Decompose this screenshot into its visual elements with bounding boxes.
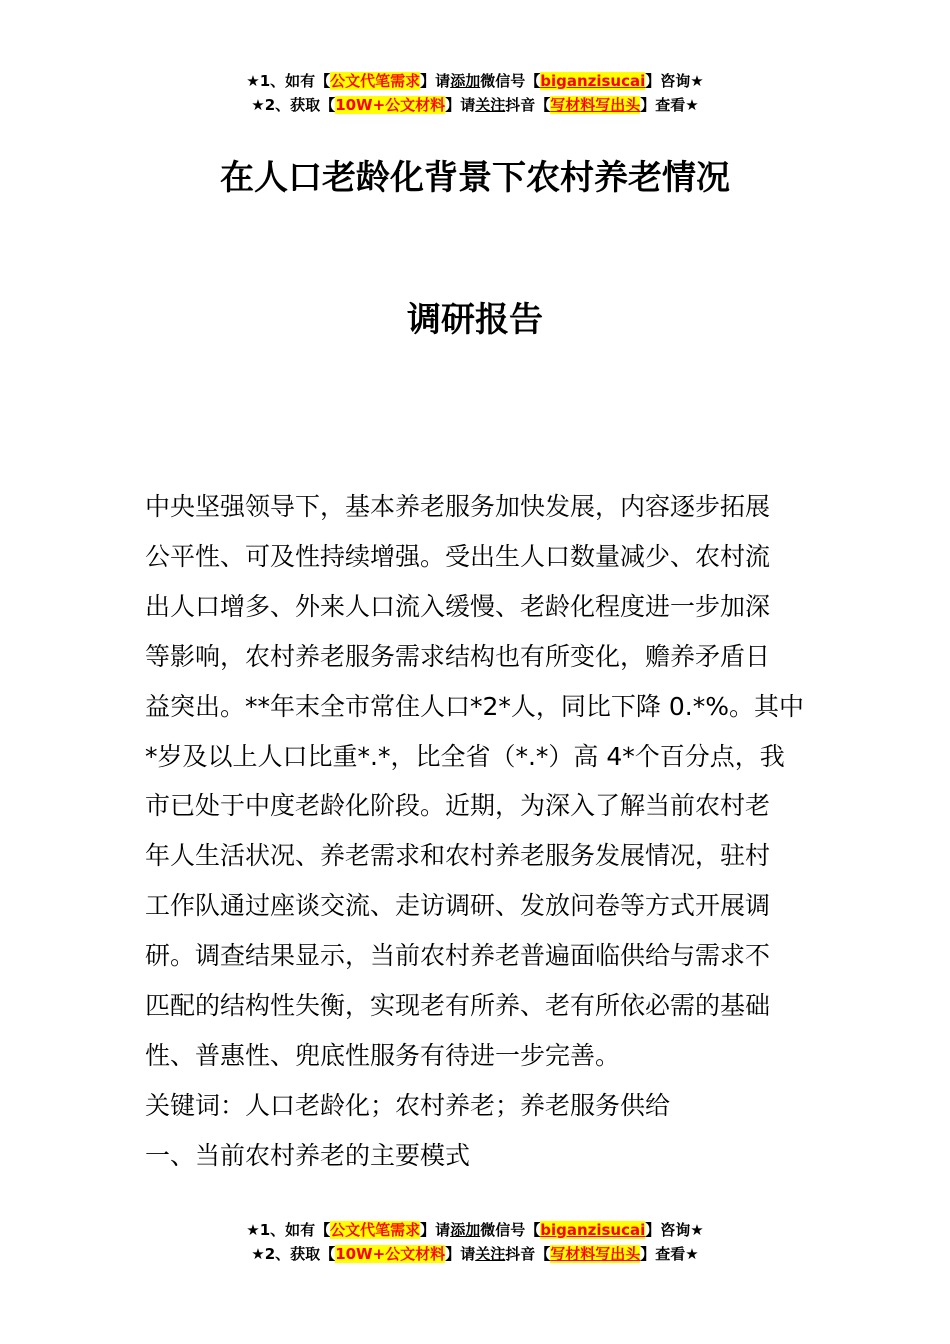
- body-line: 研。调查结果显示，当前农村养老普遍面临供给与需求不: [145, 941, 771, 971]
- body-line: 中央坚强领导下，基本养老服务加快发展，内容逐步拓展: [145, 492, 771, 521]
- promo-douyin-id: 写材料写出头: [550, 96, 641, 114]
- body-line: 出人口增多、外来人口流入缓慢、老龄化程度进一步加深: [145, 591, 771, 621]
- promo-text: 微信号【: [480, 1221, 541, 1239]
- promo-text: 】咨询★: [645, 72, 704, 90]
- promo-text: 】查看★: [640, 96, 699, 114]
- promo-line-1: [0, 1218, 950, 1242]
- promo-wechat-id: biganzisucai: [540, 1221, 646, 1239]
- promo-banner-top: [0, 69, 950, 117]
- promo-douyin-id: 写材料写出头: [550, 1245, 641, 1263]
- promo-highlight: 10W+公文材料: [335, 96, 446, 114]
- keywords-line: 关键词：人口老龄化；农村养老；养老服务供给: [145, 1090, 671, 1120]
- section-heading: 一、当前农村养老的主要模式: [145, 1140, 471, 1170]
- document-body: [145, 482, 825, 1181]
- promo-text: 抖音【: [505, 96, 551, 114]
- promo-text: 】请: [445, 96, 476, 114]
- body-line: 等影响，农村养老服务需求结构也有所变化，赡养矛盾日: [145, 641, 771, 671]
- promo-text: 抖音【: [505, 1245, 551, 1263]
- promo-highlight: 10W+公文材料: [335, 1245, 446, 1263]
- promo-highlight: 公文代笔需求: [330, 1221, 421, 1239]
- promo-text: 】查看★: [640, 1245, 699, 1263]
- promo-text: ★2、获取【: [251, 1245, 336, 1263]
- body-line: 公平性、可及性持续增强。受出生人口数量减少、农村流: [145, 541, 771, 571]
- promo-wechat-id: biganzisucai: [540, 72, 646, 90]
- promo-banner-bottom: [0, 1218, 950, 1266]
- promo-text: ★1、如有【: [246, 72, 331, 90]
- promo-text: 】请: [420, 72, 451, 90]
- body-line: *岁及以上人口比重*.*，比全省（*.*）高 4*个百分点，我: [145, 741, 785, 771]
- body-line: 性、普惠性、兜底性服务有待进一步完善。: [145, 1040, 621, 1070]
- promo-line-1: [0, 69, 950, 93]
- document-subtitle: 调研报告: [407, 300, 543, 340]
- promo-text: 微信号【: [480, 72, 541, 90]
- body-line: 市已处于中度老龄化阶段。近期，为深入了解当前农村老: [145, 791, 771, 821]
- promo-underline: 关注: [475, 1245, 506, 1263]
- promo-text: 】请: [420, 1221, 451, 1239]
- body-line: 匹配的结构性失衡，实现老有所养、老有所依必需的基础: [145, 991, 771, 1021]
- promo-text: 】咨询★: [645, 1221, 704, 1239]
- document-title: 在人口老龄化背景下农村养老情况: [220, 158, 730, 198]
- promo-text: ★2、获取【: [251, 96, 336, 114]
- promo-highlight: 公文代笔需求: [330, 72, 421, 90]
- promo-text: 】请: [445, 1245, 476, 1263]
- promo-line-2: [0, 1242, 950, 1266]
- body-line: 年人生活状况、养老需求和农村养老服务发展情况，驻村: [145, 841, 771, 871]
- body-line: 益突出。**年末全市常住人口*2*人，同比下降 0.*%。其中: [145, 691, 804, 721]
- promo-underline: 关注: [475, 96, 506, 114]
- promo-line-2: [0, 93, 950, 117]
- promo-text: ★1、如有【: [246, 1221, 331, 1239]
- promo-underline: 添加: [450, 72, 481, 90]
- promo-underline: 添加: [450, 1221, 481, 1239]
- body-line: 工作队通过座谈交流、走访调研、发放问卷等方式开展调: [145, 891, 771, 921]
